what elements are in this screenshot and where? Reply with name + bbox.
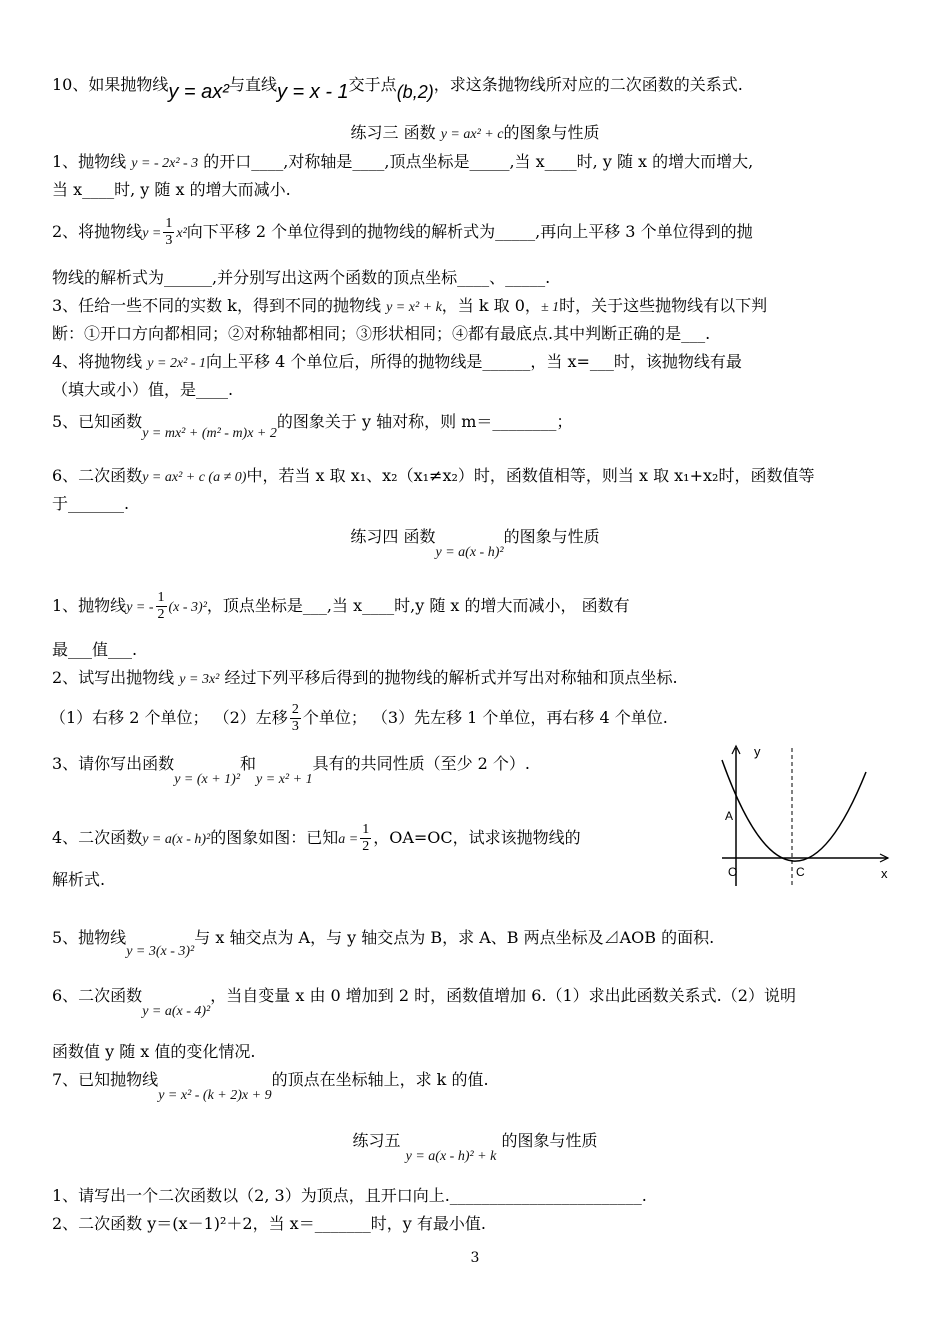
- s3-q4-formula: y = 2x² - 1: [147, 356, 207, 371]
- s4-q7-text-2: 的顶点在坐标轴上，求 k 的值.: [271, 1070, 489, 1089]
- s5-question-2: 2、二次函数 y＝(x－1)²＋2，当 x＝_______时，y 有最小值.: [52, 1214, 486, 1233]
- s4-q3-text: 3、请你写出函数: [52, 754, 175, 773]
- s4-question-6-cont: 函数值 y 随 x 值的变化情况.: [52, 1042, 256, 1061]
- s3-question-1-cont: 当 x____时, y 随 x 的增大而减小.: [52, 180, 291, 199]
- page-number: 3: [470, 1250, 480, 1266]
- s4-q1-fraction: [156, 590, 167, 623]
- s3-question-3-cont: 断：①开口方向都相同；②对称轴都相同；③形状相同；④都有最底点.其中判断正确的是___.: [52, 324, 711, 343]
- q10-text-2: 与直线: [228, 75, 277, 94]
- s3-q3-text-3: 时，关于这些抛物线有以下判: [559, 296, 768, 315]
- x-axis-label: x: [881, 866, 888, 881]
- s3-title-formula: y = ax² + c: [440, 127, 504, 142]
- s4-question-3: [52, 754, 531, 787]
- s3-q5-text: 5、已知函数: [52, 412, 143, 431]
- s4-q3-text-3: 具有的共同性质（至少 2 个）.: [312, 754, 531, 773]
- s4-q1-denominator: 2: [157, 607, 165, 622]
- point-a-label: A: [725, 809, 734, 823]
- s4-q1-formula-2: (x - 3)²: [168, 600, 207, 615]
- q10-text: 10、如果抛物线: [52, 75, 169, 94]
- s4-title-text: 练习四 函数: [350, 527, 436, 546]
- s3-q2-formula-2: x²: [176, 226, 187, 241]
- parabola-graph: [716, 742, 896, 890]
- s4-q2-numerator: 2: [291, 702, 299, 717]
- s3-q1-formula: y = - 2x² - 3: [131, 156, 199, 171]
- q10-formula-parabola: y = ax²: [168, 81, 229, 103]
- s3-q3-formula: y = x² + k: [386, 300, 442, 315]
- s3-question-6-cont: 于_______.: [52, 494, 130, 513]
- s4-q2-option-text-2: 个单位； （3）先左移 1 个单位，再右移 4 个单位.: [302, 708, 668, 727]
- s4-q2-fraction: [290, 702, 301, 735]
- s3-q2-formula: y =: [142, 226, 162, 241]
- s4-question-5: [52, 928, 715, 959]
- s3-question-2: [52, 214, 753, 252]
- s3-q4-text: 4、将抛物线: [52, 352, 143, 371]
- s3-question-4-cont: （填大或小）值，是____.: [52, 380, 234, 399]
- s3-question-3: [52, 296, 767, 318]
- s3-q2-denominator: 3: [165, 233, 173, 248]
- s3-title-text: 练习三 函数: [350, 123, 436, 142]
- section-4-title: [0, 524, 950, 560]
- s4-q2-denominator: 3: [291, 719, 299, 734]
- q10-point: (b,2): [396, 82, 434, 102]
- s3-q2-text-2: 向下平移 2 个单位得到的抛物线的解析式为_____,再向上平移 3 个单位得到的抛: [186, 222, 753, 241]
- s3-q3-text-2: ，当 k 取 0，: [441, 296, 541, 315]
- s4-q2-text: 2、试写出抛物线: [52, 668, 175, 687]
- y-axis-label: y: [754, 744, 761, 759]
- s5-question-1: 1、请写出一个二次函数以（2, 3）为顶点，且开口向上.________________________.: [52, 1186, 647, 1205]
- s4-q4-numerator: 1: [362, 822, 370, 837]
- s4-q7-formula: y = x² - (k + 2)x + 9: [158, 1088, 272, 1103]
- s3-q1-text-2: 的开口____,对称轴是____,顶点坐标是_____,当 x____时, y 随 x 的增大而增大,: [203, 152, 754, 171]
- s3-question-2-cont: 物线的解析式为______,并分别写出这两个函数的顶点坐标____、_____.: [52, 268, 551, 287]
- s4-q2-text-2: 经过下列平移后得到的抛物线的解析式并写出对称轴和顶点坐标.: [224, 668, 678, 687]
- point-c-label: C: [796, 865, 805, 879]
- q10-formula-line: y = x - 1: [276, 81, 349, 103]
- s3-q5-text-2: 的图象关于 y 轴对称，则 m＝________；: [276, 412, 573, 431]
- s4-q2-option-text: （1）右移 2 个单位； （2）左移: [50, 708, 288, 727]
- section-3-title: [0, 120, 950, 143]
- s3-q6-formula: y = ax² + c (a ≠ 0): [142, 470, 247, 485]
- s4-q5-text: 5、抛物线: [52, 928, 127, 947]
- s4-question-1-cont: 最___值___.: [52, 640, 138, 659]
- s4-question-7: [52, 1070, 489, 1103]
- s4-q3-text-2: 和: [240, 754, 257, 773]
- s4-q1-numerator: 1: [157, 590, 165, 605]
- s4-q4-formula-2: a =: [338, 832, 359, 847]
- s4-question-4-cont: 解析式.: [52, 870, 106, 889]
- s3-title-text-2: 的图象与性质: [503, 123, 600, 142]
- s5-title-formula: y = a(x - h)² + k: [405, 1149, 497, 1164]
- s3-q3-text: 3、任给一些不同的实数 k，得到不同的抛物线: [52, 296, 381, 315]
- s3-question-6: [52, 466, 814, 488]
- s4-q4-fraction: [360, 822, 371, 855]
- s4-q4-text-3: ，OA=OC，试求该抛物线的: [373, 828, 581, 847]
- origin-label: O: [728, 865, 738, 879]
- s4-question-1: [52, 584, 630, 630]
- s4-q6-formula: y = a(x - 4)²: [142, 1004, 211, 1019]
- s4-q4-text-2: 的图象如图：已知: [210, 828, 339, 847]
- s4-title-formula: y = a(x - h)²: [435, 545, 504, 560]
- s3-q2-numerator: 1: [165, 216, 173, 231]
- s3-q2-text: 2、将抛物线: [52, 222, 143, 241]
- s3-q1-text: 1、抛物线: [52, 152, 127, 171]
- s3-q6-text-2: 中，若当 x 取 x₁、x₂（x₁≠x₂）时，函数值相等，则当 x 取 x₁+x₂时，函数值等: [246, 466, 815, 485]
- s3-q3-formula-2: ± 1: [540, 300, 560, 315]
- s4-q6-text-2: ，当自变量 x 由 0 增加到 2 时，函数值增加 6.（1）求出此函数关系式.（2）说明: [210, 986, 796, 1005]
- s4-q4-formula: y = a(x - h)²: [142, 832, 211, 847]
- s4-question-4: [52, 818, 581, 860]
- s4-q3-formula-2: y = x² + 1: [256, 772, 313, 787]
- s4-q2-formula: y = 3x²: [179, 672, 220, 687]
- s4-q1-formula: y = -: [126, 600, 154, 615]
- s3-q4-text-2: 向上平移 4 个单位后，所得的抛物线是______，当 x=___时，该抛物线有最: [206, 352, 742, 371]
- question-10: [52, 74, 743, 103]
- s4-title-text-2: 的图象与性质: [503, 527, 600, 546]
- s5-title-text: 练习五: [352, 1131, 401, 1150]
- s4-q5-text-2: 与 x 轴交点为 A，与 y 轴交点为 B，求 A、B 两点坐标及⊿AOB 的面积.: [194, 928, 715, 947]
- s4-q7-text: 7、已知抛物线: [52, 1070, 159, 1089]
- s4-question-2-options: [50, 698, 668, 738]
- s4-q1-text-2: ，顶点坐标是___,当 x____时,y 随 x 的增大而减小， 函数有: [206, 596, 630, 615]
- section-5-title: [0, 1128, 950, 1164]
- s4-q5-formula: y = 3(x - 3)²: [126, 944, 195, 959]
- s4-question-2: [52, 668, 678, 690]
- s3-q6-text: 6、二次函数: [52, 466, 143, 485]
- s4-q1-text: 1、抛物线: [52, 596, 127, 615]
- s4-q3-formula: y = (x + 1)²: [174, 772, 241, 787]
- s5-title-text-2: 的图象与性质: [501, 1131, 598, 1150]
- s4-question-6: [52, 986, 796, 1019]
- s3-question-4: [52, 352, 742, 374]
- parabola-curve: [722, 760, 866, 861]
- q10-text-4: ，求这条抛物线所对应的二次函数的关系式.: [433, 75, 743, 94]
- s4-q4-text: 4、二次函数: [52, 828, 143, 847]
- s4-q6-text: 6、二次函数: [52, 986, 143, 1005]
- s3-q5-formula: y = mx² + (m² - m)x + 2: [142, 426, 277, 441]
- s3-question-5: [52, 412, 573, 441]
- q10-text-3: 交于点: [348, 75, 397, 94]
- s4-q4-denominator: 2: [362, 839, 370, 854]
- s3-q2-fraction: [163, 216, 174, 249]
- s3-question-1: [52, 152, 753, 174]
